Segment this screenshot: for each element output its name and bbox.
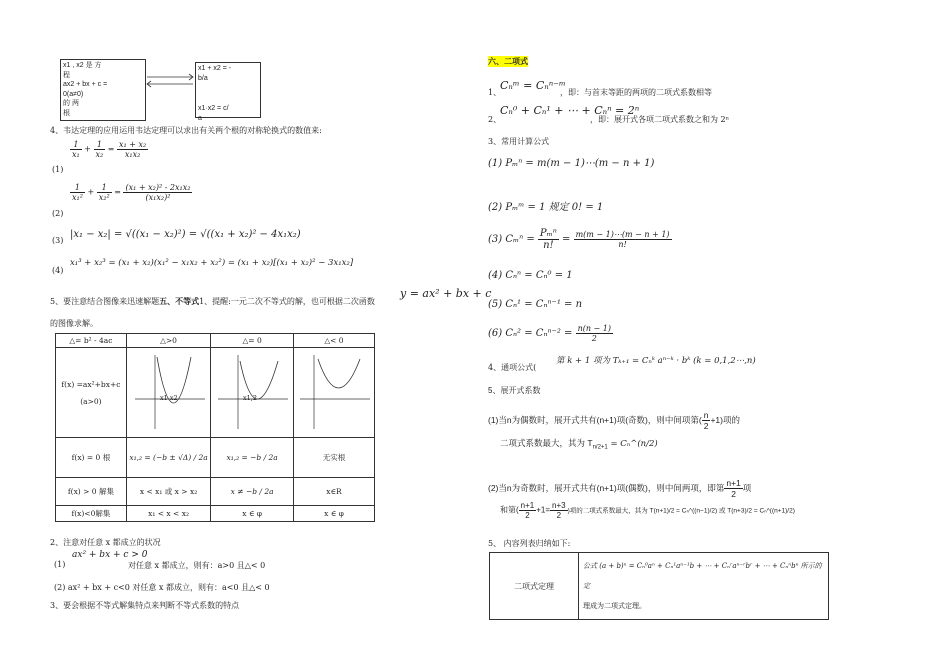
expand-even-tail: +1)项的 [710, 414, 740, 425]
expand-even-sub: n/2+1 [592, 444, 608, 451]
formula-1-den: x₁x₂ [124, 150, 141, 159]
expand-odd-and: 和第( [500, 505, 519, 515]
graph-cell-no-root [293, 348, 374, 438]
roots-cell: 无实根 [293, 438, 374, 478]
table-row-label: f(x)<0解集 [56, 506, 127, 522]
parabola-no-root-graph [294, 349, 374, 435]
solution-cell: x ∈ φ [293, 506, 374, 522]
formula-1-num: x₁ + x₂ [119, 140, 147, 149]
r1-formula: Cₙᵐ = Cₙⁿ⁻ᵐ [500, 79, 566, 92]
item5-text2: 1、提醒:一元二次不等式的解，也可根据二次函数 [199, 297, 375, 306]
r1-text: ，即：与首末等距的两项的二项式系数相等 [560, 88, 712, 97]
expand-odd-text: (2)当n为奇数时，展开式共有(n+1)项(偶数)，则中间两项，即第 [488, 482, 725, 493]
summary-formula-tail: 理成为二项式定理。 [583, 602, 646, 610]
expand-odd-frac-num: n+1 [726, 478, 741, 488]
solution-cell: x∈R [293, 478, 374, 506]
graph-row-label: f(x) =ax²+bx+c [61, 379, 121, 389]
expand-even-1 [488, 410, 740, 431]
vieta-result-box [195, 62, 261, 122]
vieta-premise-line: 的 两 [63, 100, 79, 107]
table-row-label: f(x) > 0 解集 [56, 478, 127, 506]
calc-formula-1: (1) Pₘⁿ = m(m − 1)⋯(m − n + 1) [488, 158, 655, 169]
expand-even-max-text: 二项式系数最大，其为 T [500, 438, 593, 448]
vieta-result-line: x1 + x2 = - [198, 65, 232, 72]
r3-title: 3、常用计算公式 [488, 137, 550, 146]
label-3: (3) [52, 236, 64, 245]
r2-formula: Cₙ⁰ + Cₙ¹ + ⋯ + Cₙⁿ = 2ⁿ [500, 104, 640, 117]
r5-title: 5、展开式系数 [488, 386, 541, 395]
expand-odd-frac1-den: 2 [525, 511, 530, 520]
solution-cell: x < x₁ 或 x > x₂ [126, 478, 210, 506]
formula-3: |x₁ − x₂| = √((x₁ − x₂)²) = √((x₁ + x₂)² − 4x₁x₂) [70, 229, 301, 240]
graph-cell-one-root [211, 348, 294, 438]
note-2-2: (2) ax² + bx + c<0 对任意 x 都成立，则有：a<0 且△< 0 [54, 583, 270, 592]
item4-title: 4、韦达定理的应用运用韦达定理可以求出有关两个根的对称轮换式的数值来: [50, 126, 322, 135]
expand-even-2 [500, 437, 658, 451]
note-2: 2、注意对任意 x 都成立的状况 [50, 538, 161, 547]
vieta-premise-line: 根 [63, 109, 70, 117]
solution-cell: x ≠ −b / 2a [211, 478, 294, 506]
formula-2-den: (x₁x₂)² [145, 193, 171, 202]
expand-odd-tail: 项 [742, 482, 752, 493]
calc-formula-6 [488, 324, 613, 343]
inequality-table [55, 333, 375, 522]
binomial-heading: 六、二项式 [488, 56, 528, 66]
r2-label: 2、 [488, 115, 502, 124]
note-2-1-formula: ax² + bx + c > 0 [72, 550, 148, 560]
r6-title: 5、 内容列表归纳如下: [488, 539, 571, 548]
r4-label: 4、通项公式( [488, 363, 537, 372]
roots-cell: x₁,₂ = (−b ± √Δ) / 2a [126, 438, 210, 478]
r1-label: 1、 [488, 88, 502, 97]
graph-label-x1x2: x1 x2 [160, 394, 178, 402]
section-five-heading: 五、不等式 [159, 296, 200, 306]
graph-cell-two-roots [126, 348, 210, 438]
note-2-1-label: (1) [54, 560, 66, 569]
r4-formula: 第 k + 1 项为 Tₖ₊₁ = Cₙᵏ aⁿ⁻ᵏ · bᵏ (k = 0,1,2⋯,n) [556, 356, 756, 366]
formula-4: x₁³ + x₂³ = (x₁ + x₂)(x₁² − x₁x₂ + x₂²) = (x₁ + x₂)[(x₁ + x₂)² − 3x₁x₂] [70, 258, 354, 268]
expand-odd-mid: +1= [536, 505, 551, 515]
calc-3-mid-den: n! [543, 240, 554, 251]
note-3: 3、要会根据不等式解集特点来判断不等式系数的特点 [50, 601, 240, 610]
calc-6-den: 2 [591, 334, 597, 343]
expand-odd-2 [500, 501, 795, 520]
solution-cell: x ∈ φ [211, 506, 294, 522]
calc-formula-5: (5) Cₙ¹ = Cₙⁿ⁻¹ = n [488, 299, 583, 310]
summary-right [579, 553, 829, 620]
vieta-result-line: x1·x2 = c/ [198, 105, 229, 112]
vieta-premise-box [60, 59, 146, 121]
vieta-premise-line: 0(a≠0) [63, 90, 84, 98]
label-4: (4) [52, 266, 64, 275]
expand-odd-frac2-num: n+3 [552, 501, 566, 510]
r2-text: ，即：展开式各项二项式系数之和为 2ⁿ [590, 115, 730, 124]
summary-table [489, 552, 829, 620]
label-2: (2) [52, 209, 64, 218]
formula-2: $\frac{1}{\text{x₁²}}$ + $\frac{1}{\text{x₂²}}$ = $\frac{\text{(x₁ + x₂)² - 2x₁x₂}}{\text{(x₁x₂)²}}$ [72, 183, 191, 202]
expand-odd-1 [488, 478, 751, 499]
expand-odd-frac2-den: 2 [556, 511, 562, 520]
note-2-1-text: 对任意 x 都成立，则有：a>0 且△< 0 [128, 561, 266, 570]
table-header: △< 0 [293, 334, 374, 348]
expand-odd-frac1-num: n+1 [520, 501, 535, 510]
calc-3-lhs: (3) Cₘⁿ = [488, 234, 538, 245]
expand-even-frac-den: 2 [703, 421, 709, 431]
graph-label-x12: x1,2 [243, 394, 258, 402]
calc-3-mid-num: Pₘⁿ [539, 228, 557, 239]
parabola-one-root-graph [212, 349, 292, 435]
quadratic-function: y = ax² + bx + c [400, 287, 492, 300]
calc-3-rhs-num: m(m − 1)⋯(m − n + 1) [575, 230, 670, 239]
vieta-premise-line: 程 [63, 71, 70, 79]
item5-text: 5、要注意结合图像来迅速解题 [50, 297, 160, 306]
expand-odd-frac-den: 2 [731, 489, 736, 499]
vieta-premise-line: ax2 + bx + c = [63, 81, 108, 88]
roots-cell: x₁,₂ = −b / 2a [211, 438, 294, 478]
expand-odd-tail: )项的二项式系数最大，其为 T(n+1)/2 = Cₙ^((n−1)/2) 或 T(n+3)/2 = Cₙ^((n+1)/2) [567, 507, 795, 515]
table-header: △= b² - 4ac [56, 334, 127, 348]
calc-6-num: n(n − 1) [577, 324, 612, 333]
calc-formula-2: (2) Pₘᵐ = 1 规定 0! = 1 [488, 202, 604, 213]
summary-left: 二项式定理 [490, 553, 579, 620]
calc-formula-3: (3) Cₘⁿ = $\frac{\text{Pₘⁿ}}{n!}$ = $\frac{m(m - 1)\cdots(m - n + 1)}{n!}$ [488, 228, 670, 251]
solution-cell: x₁ < x < x₂ [126, 506, 210, 522]
vieta-premise-line: x1 , x2 是 方 [63, 62, 102, 69]
double-arrow-icon [145, 73, 195, 89]
formula-2-num: (x₁ + x₂)² - 2x₁x₂ [125, 183, 191, 192]
vieta-result-line: b/a [198, 75, 208, 82]
expand-even-text: (1)当n为偶数时，展开式共有(n+1)项(奇数)，则中间项第( [488, 414, 702, 425]
expand-even-frac-num: n [703, 410, 709, 420]
table-row-label: f(x) = 0 根 [56, 438, 127, 478]
vieta-result-line: a [198, 115, 202, 122]
item5-line [50, 296, 375, 307]
parabola-two-roots-graph [129, 349, 209, 435]
label-1: (1) [52, 165, 64, 174]
calc-formula-4: (4) Cₙⁿ = Cₙ⁰ = 1 [488, 270, 573, 281]
formula-1: $\frac{1}{\text{x₁}}$ + $\frac{1}{\text{x₂}}$ = $\frac{\text{x₁ + x₂}}{\text{x₁x₂}}$ [72, 140, 147, 159]
summary-formula: 公式 (a + b)ⁿ = Cₙ⁰aⁿ + Cₙ¹aⁿ⁻¹b + ⋯ + Cₙʳaⁿ⁻ʳbʳ + ⋯ + Cₙⁿbⁿ 所示的定 [583, 562, 822, 590]
table-header: △>0 [126, 334, 210, 348]
table-row-label [56, 348, 127, 438]
graph-row-cond: (a>0) [80, 396, 102, 406]
expand-even-coef: = Cₙ^(n/2) [607, 439, 658, 449]
calc-6-lhs: (6) Cₙ² = Cₙⁿ⁻² = [488, 328, 576, 339]
calc-3-rhs-den: n! [618, 240, 627, 249]
item5-tail: 的图像求解。 [50, 319, 98, 328]
table-header: △= 0 [211, 334, 294, 348]
